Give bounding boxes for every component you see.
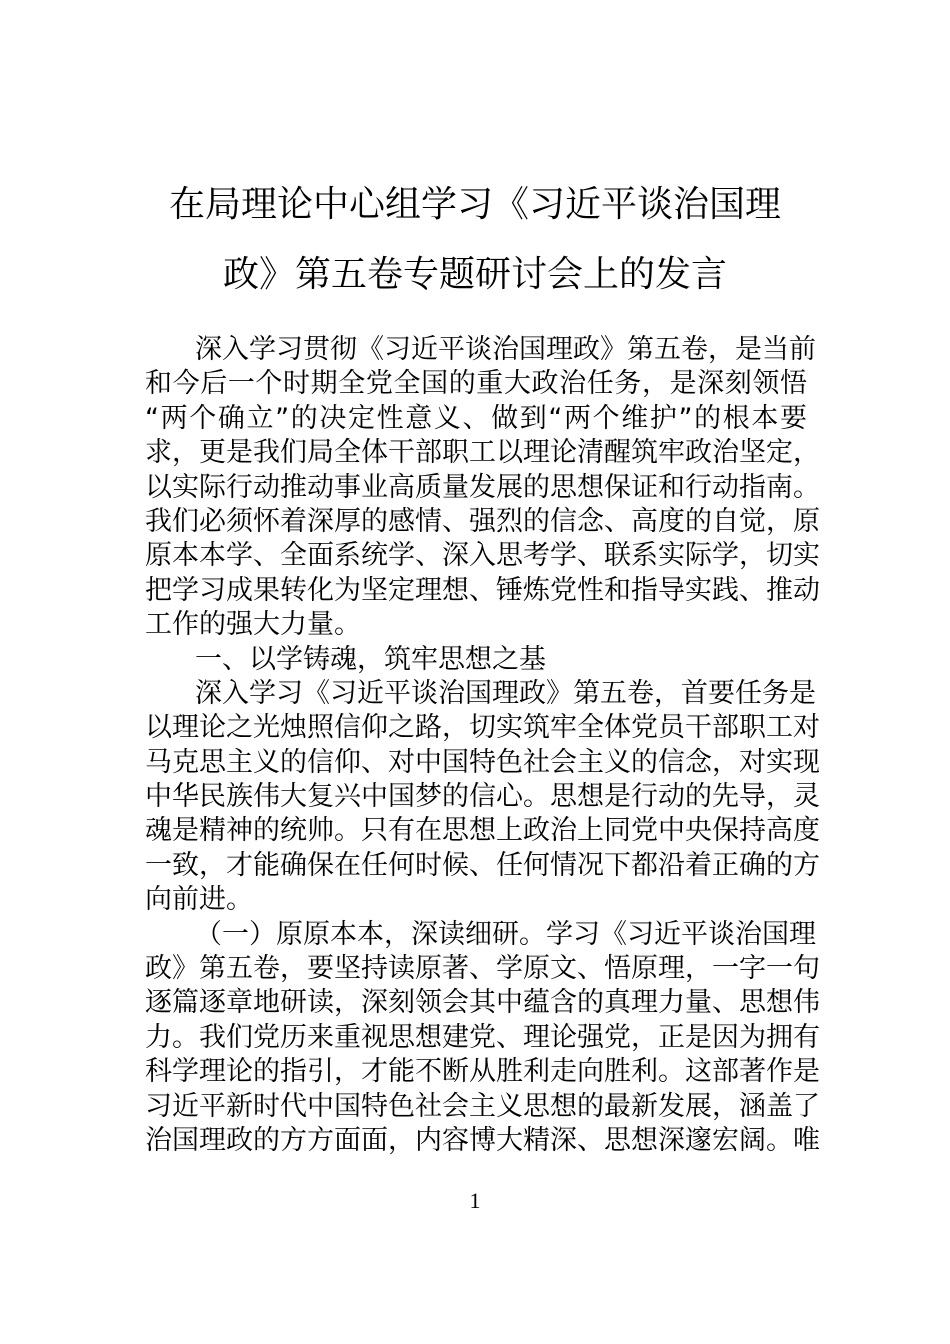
- text-line: 马克思主义的信仰、对中国特色社会主义的信念，对实现: [145, 746, 820, 778]
- text-line: 原本本学、全面系统学、深入思考学、联系实际学，切实: [145, 540, 820, 572]
- text-line: 以理论之光烛照信仰之路，切实筑牢全体党员干部职工对: [145, 712, 820, 744]
- text-line: “两个确立”的决定性意义、做到“两个维护”的根本要: [145, 402, 807, 434]
- text-line: 治国理政的方方面面，内容博大精深、思想深邃宏阔。唯: [145, 1124, 820, 1156]
- text-line: 以实际行动推动事业高质量发展的思想保证和行动指南。: [145, 471, 820, 503]
- text-line: 政》第五卷，要坚持读原著、学原文、悟原理，一字一句: [145, 953, 820, 985]
- paragraph: [145, 333, 820, 643]
- paragraph: [145, 918, 820, 1159]
- section-heading: [145, 643, 807, 677]
- text-line: 工作的强大力量。: [145, 609, 361, 641]
- title-line: 政》第五卷专题研讨会上的发言: [222, 254, 727, 295]
- text-line: 深入学习《习近平谈治国理政》第五卷，首要任务是: [195, 677, 816, 709]
- paragraph: [145, 677, 820, 918]
- text-line: 深入学习贯彻《习近平谈治国理政》第五卷，是当前: [195, 334, 816, 365]
- text-line: 逐篇逐章地研读，深刻领会其中蕴含的真理力量、思想伟: [145, 987, 820, 1019]
- text-line: 向前进。: [145, 884, 253, 916]
- page-number: 1: [469, 1188, 481, 1213]
- text-line: 把学习成果转化为坚定理想、锤炼党性和指导实践、推动: [145, 574, 820, 606]
- text-line: 科学理论的指引，才能不断从胜利走向胜利。这部著作是: [145, 1056, 820, 1088]
- text-line: 力。我们党历来重视思想建党、理论强党，正是因为拥有: [145, 1021, 820, 1053]
- text-line: 我们必须怀着深厚的感情、强烈的信念、高度的自觉，原: [145, 505, 820, 537]
- text-line: 魂是精神的统帅。只有在思想上政治上同党中央保持高度: [145, 815, 820, 847]
- text-line: 一致，才能确保在任何时候、任何情况下都沿着正确的方: [145, 849, 820, 881]
- text-line: （一）原原本本，深读细研。学习《习近平谈治国理: [195, 918, 816, 950]
- document-body: [145, 333, 820, 1158]
- text-line: 一、以学铸魂，筑牢思想之基: [195, 643, 546, 675]
- text-line: 习近平新时代中国特色社会主义思想的最新发展，涵盖了: [145, 1090, 820, 1122]
- title-line: 在局理论中心组学习《习近平谈治国理: [168, 184, 781, 225]
- text-line: 中华民族伟大复兴中国梦的信心。思想是行动的先导，灵: [145, 781, 820, 813]
- document-title: [140, 170, 810, 310]
- text-line: 求，更是我们局全体干部职工以理论清醒筑牢政治坚定，: [145, 437, 820, 469]
- text-line: 和今后一个时期全党全国的重大政治任务，是深刻领悟: [145, 368, 807, 400]
